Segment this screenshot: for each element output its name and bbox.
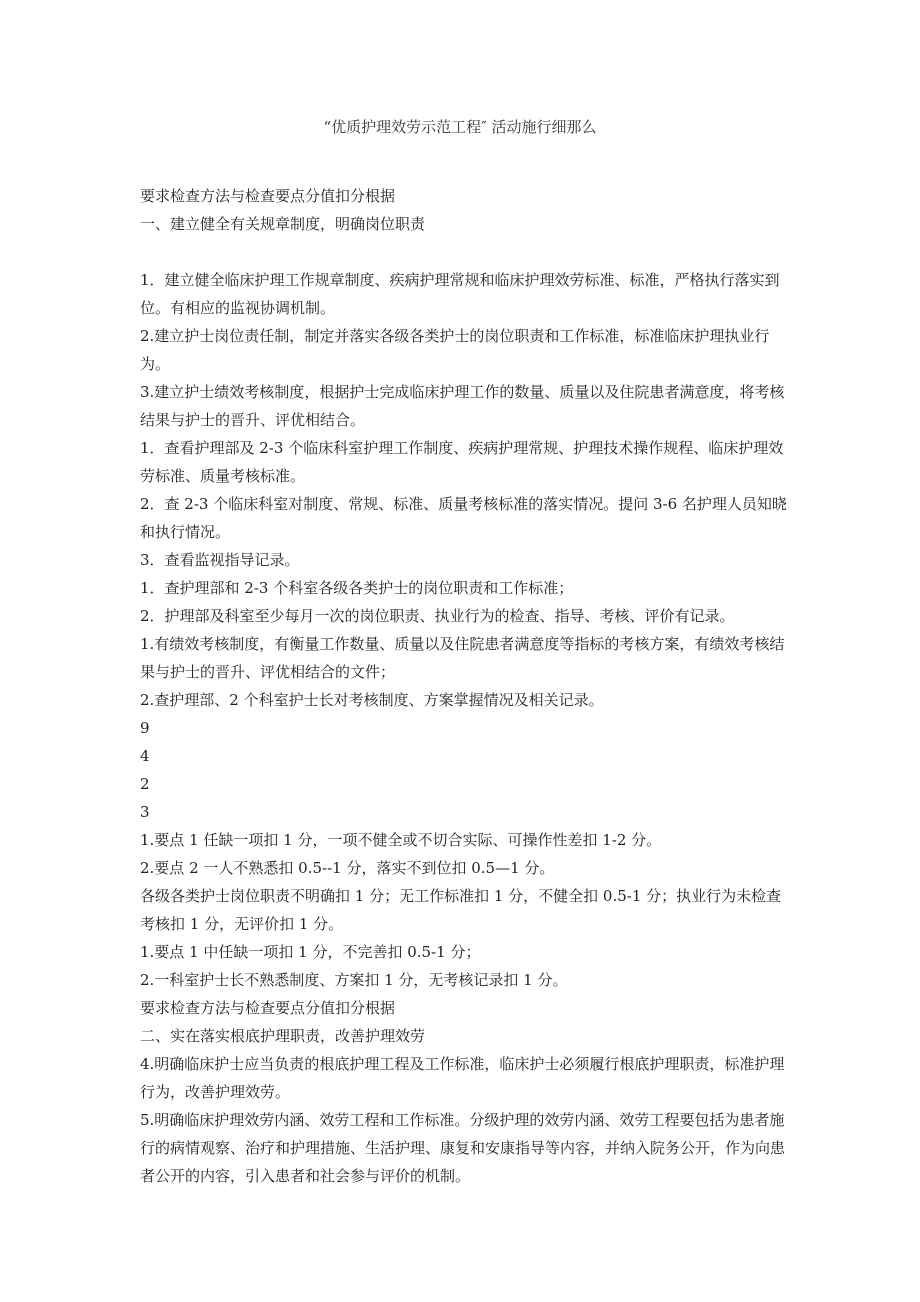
section-header-line: 要求检查方法与检查要点分值扣分根据 [140,999,396,1017]
paragraph: 1．查看护理部及 2-3 个临床科室护理工作制度、疾病护理常规、护理技术操作规程、临床护理效劳标准、质量考核标准。 [140,439,784,485]
paragraph: 3.建立护士绩效考核制度，根据护士完成临床护理工作的数量、质量以及住院患者满意度，将考核结果与护士的晋升、评优相结合。 [140,383,785,429]
paragraph: 3．查看监视指导记录。 [140,551,300,569]
paragraph: 1．查护理部和 2-3 个科室各级各类护士的岗位职责和工作标准； [140,579,574,597]
document-title: “优质护理效劳示范工程″ 活动施行细那么 [323,118,597,136]
paragraph: 2．护理部及科室至少每月一次的岗位职责、执业行为的检查、指导、考核、评价有记录。 [140,607,735,625]
paragraph: 各级各类护士岗位职责不明确扣 1 分；无工作标准扣 1 分，不健全扣 0.5-1 分；执业行为未检查考核扣 1 分，无评价扣 1 分。 [140,887,782,933]
paragraph: 1.有绩效考核制度，有衡量工作数量、质量以及住院患者满意度等指标的考核方案，有绩效考核结果与护士的晋升、评优相结合的文件； [140,635,785,681]
score-value: 3 [140,803,150,821]
score-value: 9 [140,719,150,737]
section-header-line: 要求检查方法与检查要点分值扣分根据 [140,187,396,205]
blank-line [140,238,790,266]
paragraph: 1.要点 1 任缺一项扣 1 分，一项不健全或不切合实际、可操作性差扣 1-2 分。 [140,831,662,849]
score-value: 4 [140,747,150,765]
paragraph: 1.要点 1 中任缺一项扣 1 分，不完善扣 0.5-1 分； [140,943,481,961]
section-heading: 二、实在落实根底护理职责，改善护理效劳 [140,1027,426,1045]
section-heading: 一、建立健全有关规章制度，明确岗位职责 [140,215,426,233]
score-value: 2 [140,775,150,793]
paragraph: 1．建立健全临床护理工作规章制度、疾病护理常规和临床护理效劳标准、标准，严格执行落实到位。有相应的监视协调机制。 [140,271,780,317]
paragraph: 2．查 2-3 个临床科室对制度、常规、标准、质量考核标准的落实情况。提问 3-6 名护理人员知晓和执行情况。 [140,495,787,541]
paragraph: 2.建立护士岗位责任制，制定并落实各级各类护士的岗位职责和工作标准，标准临床护理执业行为。 [140,327,770,373]
paragraph: 2.要点 2 一人不熟悉扣 0.5--1 分，落实不到位扣 0.5—1 分。 [140,859,555,877]
paragraph: 2.一科室护士长不熟悉制度、方案扣 1 分，无考核记录扣 1 分。 [140,971,568,989]
document-body [140,182,790,1190]
paragraph: 5.明确临床护理效劳内涵、效劳工程和工作标准。分级护理的效劳内涵、效劳工程要包括为患者施行的病情观察、治疗和护理措施、生活护理、康复和安康指导等内容，并纳入院务公开，作为向患者公开的内容，引入患者和社会参与评价的机制。 [140,1111,786,1185]
paragraph: 2.查护理部、2 个科室护士长对考核制度、方案掌握情况及相关记录。 [140,691,604,709]
paragraph: 4.明确临床护士应当负责的根底护理工程及工作标准，临床护士必须履行根底护理职责，标准护理行为，改善护理效劳。 [140,1055,785,1101]
